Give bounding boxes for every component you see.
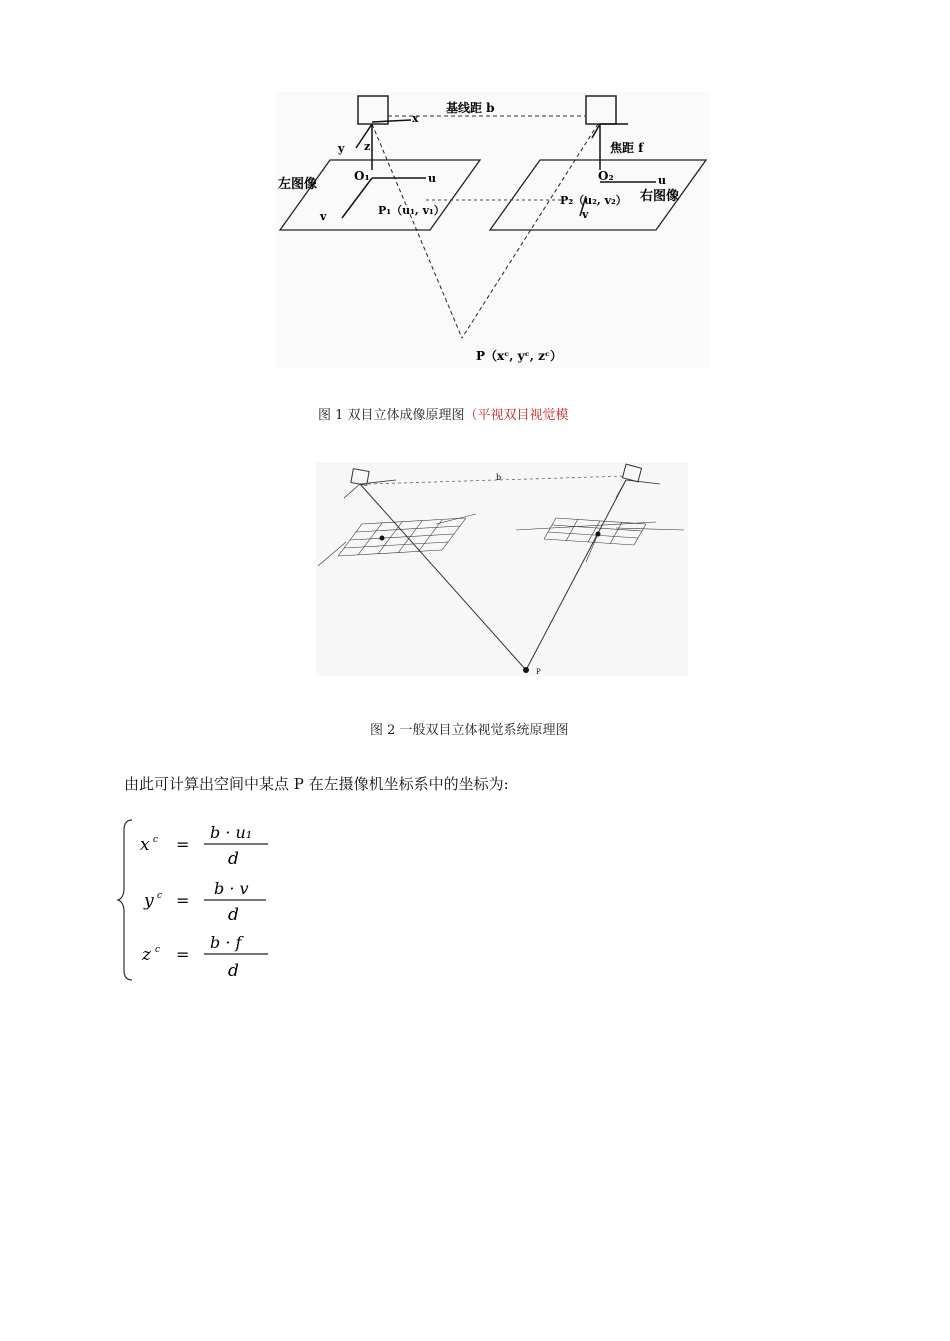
left-image-plane	[280, 160, 480, 230]
left-zc-label: z	[364, 140, 371, 153]
body-paragraph: 由此可计算出空间中某点 P 在左摄像机坐标系中的坐标为:	[124, 775, 509, 793]
left-brace	[118, 820, 132, 980]
formula-row-y	[143, 879, 266, 925]
left-camera	[358, 96, 388, 124]
svg-text:c: c	[155, 945, 161, 955]
svg-text:d: d	[228, 961, 239, 981]
point-p-2-label: P	[536, 668, 541, 676]
left-xc-label: x	[412, 112, 419, 125]
figure-1-stereo-diagram	[276, 92, 710, 368]
left-camera-2	[351, 469, 369, 486]
right-x-axis-2	[626, 480, 660, 484]
svg-text:b · f: b · f	[210, 933, 242, 952]
point-p-label: P（xᶜ, yᶜ, zᶜ）	[476, 349, 563, 363]
point-p-2	[523, 667, 529, 673]
left-u-label: u	[428, 172, 436, 185]
left-ray	[372, 124, 462, 338]
figure-2-caption: 图 2 一般双目立体视觉系统原理图	[370, 723, 569, 738]
right-camera	[586, 96, 616, 124]
right-image-label: 右图像	[640, 189, 680, 204]
svg-text:z: z	[142, 945, 151, 965]
right-ray-2	[526, 480, 626, 670]
svg-text:=: =	[176, 835, 190, 854]
left-ray-2	[360, 484, 526, 670]
svg-text:c: c	[157, 891, 163, 901]
svg-text:=: =	[176, 945, 190, 964]
svg-text:x: x	[140, 835, 150, 855]
p2-label: P₂（u₂, v₂）	[560, 194, 627, 207]
baseline-label: 基线距 b	[446, 101, 495, 115]
svg-text:b · u₁: b · u₁	[210, 823, 253, 842]
left-v-axis	[342, 178, 372, 218]
baseline-b-label: b	[496, 473, 502, 482]
svg-text:b · v: b · v	[214, 879, 249, 898]
left-yc-label: y	[338, 142, 345, 155]
formula-row-x	[140, 823, 268, 869]
caption-1-main: 图 1 双目立体成像原理图	[318, 408, 465, 423]
left-grid	[318, 514, 476, 566]
right-u-label: u	[658, 174, 666, 187]
p1-label: P₁（u₁, v₁）	[378, 204, 445, 217]
left-xc-axis	[372, 120, 411, 122]
coordinate-formula	[120, 818, 272, 982]
right-camera-2	[622, 464, 641, 482]
left-y-axis-2	[344, 484, 360, 498]
focal-label: 焦距 f	[610, 141, 644, 155]
right-v-label: v	[582, 208, 589, 221]
right-grid	[516, 518, 684, 562]
right-ray	[462, 124, 598, 338]
o1-label: O₁	[354, 169, 370, 183]
left-v-label: v	[320, 210, 327, 223]
svg-text:y: y	[144, 891, 154, 911]
caption-1-red: （平视双目视觉模	[464, 408, 569, 423]
svg-text:c: c	[153, 835, 159, 845]
svg-text:d: d	[228, 905, 239, 925]
left-image-label: 左图像	[278, 177, 318, 192]
left-projection-point	[380, 536, 385, 541]
svg-text:=: =	[176, 891, 190, 910]
right-projection-point	[596, 532, 601, 537]
figure-2-general-stereo-diagram	[316, 462, 688, 676]
figure-1-caption	[318, 404, 569, 423]
svg-text:d: d	[228, 849, 239, 869]
left-x-axis-2	[360, 480, 396, 484]
o2-label: O₂	[598, 169, 614, 183]
formula-row-z	[141, 933, 268, 981]
